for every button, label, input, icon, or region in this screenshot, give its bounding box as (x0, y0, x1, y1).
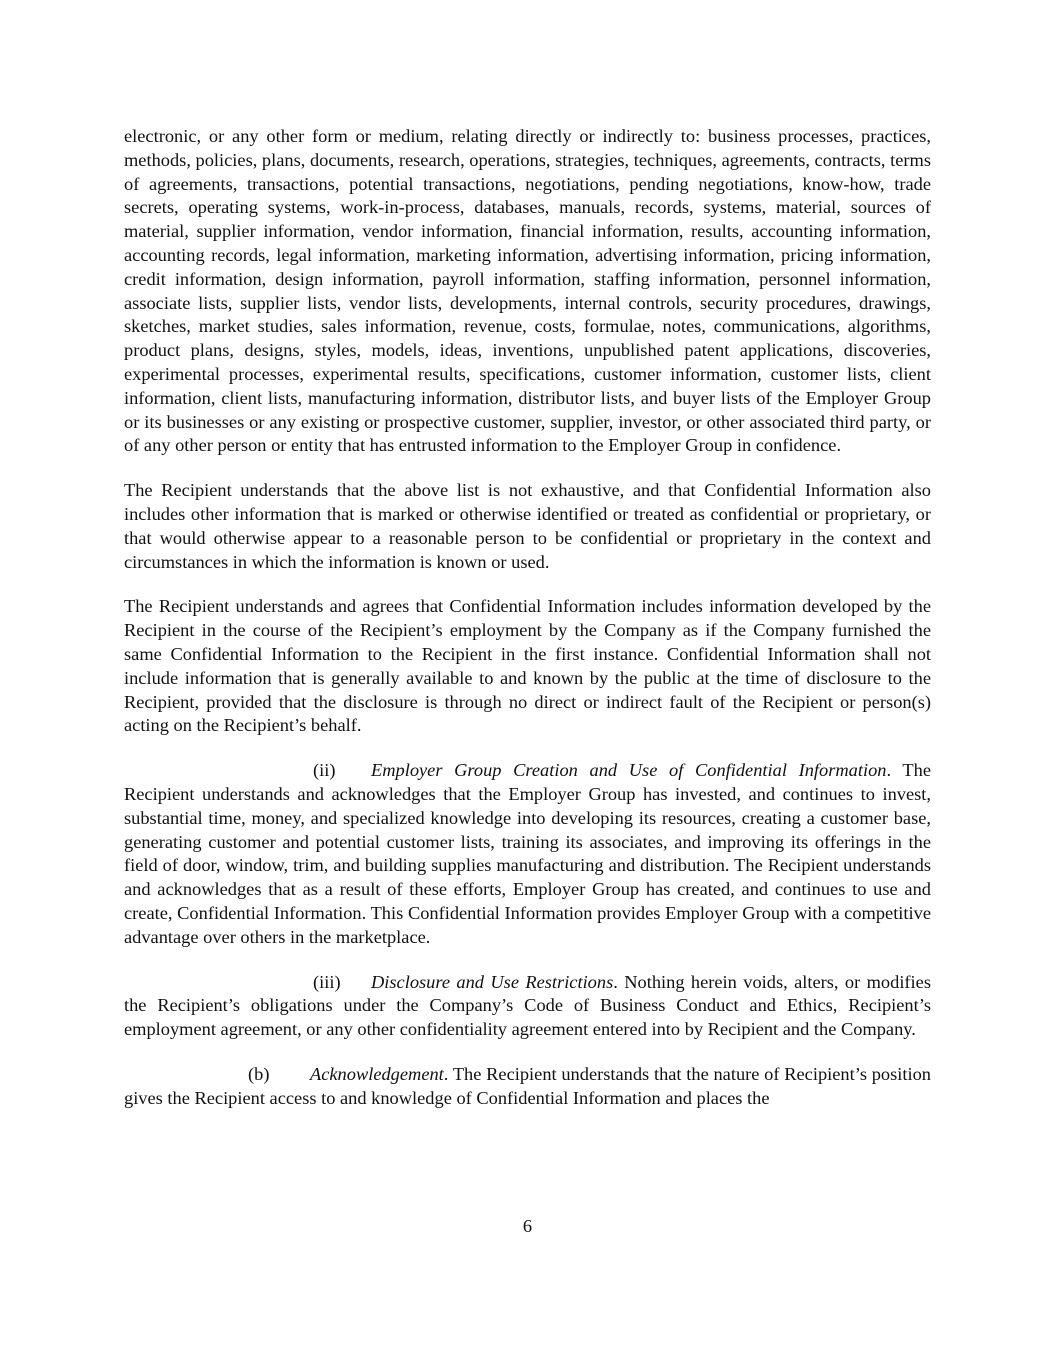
section-b-number: (b) (248, 1063, 270, 1084)
section-iii-body: Nothing herein voids, alters, or modifies the Recipient’s obligations under the Company’s Code of Business Conduct and Ethics, Recipient’s employment agreement, or any other confidentiality agreement entered into by Recipient and the Company. (124, 971, 931, 1040)
section-iii-number: (iii) (313, 971, 341, 992)
paragraph-information-developed: The Recipient understands and agrees that Confidential Information includes information developed by the Recipient in the course of the Recipient’s employment by the Company as if the Company furnished the same Confidential Information to the Recipient in the first instance. Confidential Information shall not include information that is generally available to and known by the public at the time of disclosure to the Recipient, provided that the disclosure is through no direct or indirect fault of the Recipient or person(s) acting on the Recipient’s behalf. (124, 596, 931, 736)
section-iii: (iii) Disclosure and Use Restrictions. Nothing herein voids, alters, or modifies the Recipient’s obligations under the Company’s Code of Business Conduct and Ethics, Recipient’s employment agreement, or any other confidentiality agreement entered into by Recipient and the Company. (124, 971, 931, 1040)
section-ii-number: (ii) (313, 760, 336, 781)
section-b: (b) Acknowledgement. The Recipient understands that the nature of Recipient’s position gives the Recipient access to and knowledge of Confidential Information and places the (124, 1063, 931, 1108)
section-b-body: The Recipient understands that the nature of Recipient’s position gives the Recipient access to and knowledge of Confidential Information and places the (124, 1063, 931, 1108)
page-number: 6 (522, 1216, 533, 1236)
section-ii-body: The Recipient understands and acknowledges that the Employer Group has invested, and continues to invest, substantial time, money, and specialized knowledge into developing its resources, creating a customer base, generating customer and potential customer lists, training its associates, and improving its offerings in the field of door, window, trim, and building supplies manufacturing and distribution. The Recipient understands and acknowledges that as a result of these efforts, Employer Group has created, and continues to use and create, Confidential Information. This Confidential Information provides Employer Group with a competitive advantage over others in the marketplace. (124, 760, 931, 947)
section-ii: (ii) Employer Group Creation and Use of Confidential Information. The Recipient understands and acknowledges that the Employer Group has invested, and continues to invest, substantial time, money, and specialized knowledge into developing its resources, creating a customer base, generating customer and potential customer lists, training its associates, and improving its offerings in the field of door, window, trim, and building supplies manufacturing and distribution. The Recipient understands and acknowledges that as a result of these efforts, Employer Group has created, and continues to use and create, Confidential Information. This Confidential Information provides Employer Group with a competitive advantage over others in the marketplace. (124, 760, 931, 947)
paragraph-confidential-list: electronic, or any other form or medium, relating directly or indirectly to: business processes, practices, methods, policies, plans, documents, research, operations, strategies, techniques, agreements, contracts, terms of agreements, transactions, potential transactions, negotiations, pending negotiations, know-how, trade secrets, operating systems, work-in-process, databases, manuals, records, systems, material, sources of material, supplier information, vendor information, financial information, results, accounting information, accounting records, legal information, marketing information, advertising information, pricing information, credit information, design information, payroll information, staffing information, personnel information, associate lists, supplier lists, vendor lists, developments, internal controls, security procedures, drawings, sketches, market studies, sales information, revenue, costs, formulae, notes, communications, algorithms, product plans, designs, styles, models, ideas, inventions, unpublished patent applications, discoveries, experimental processes, experimental results, specifications, customer information, customer lists, client information, client lists, manufacturing information, distributor lists, and buyer lists of the Employer Group or its businesses or any existing or prospective customer, supplier, investor, or other associated third party, or of any other person or entity that has entrusted information to the Employer Group in confidence. (124, 126, 931, 456)
paragraph-list-not-exhaustive: The Recipient understands that the above list is not exhaustive, and that Confidential Information also includes other information that is marked or otherwise identified or treated as confidential or proprietary, or that would otherwise appear to a reasonable person to be confidential or proprietary in the context and circumstances in which the information is known or used. (124, 480, 931, 572)
section-b-heading: Acknowledgement (310, 1063, 444, 1084)
section-iii-heading: Disclosure and Use Restrictions (371, 971, 614, 992)
document-page (124, 125, 931, 1110)
section-ii-heading: Employer Group Creation and Use of Confidential Information (371, 760, 887, 781)
